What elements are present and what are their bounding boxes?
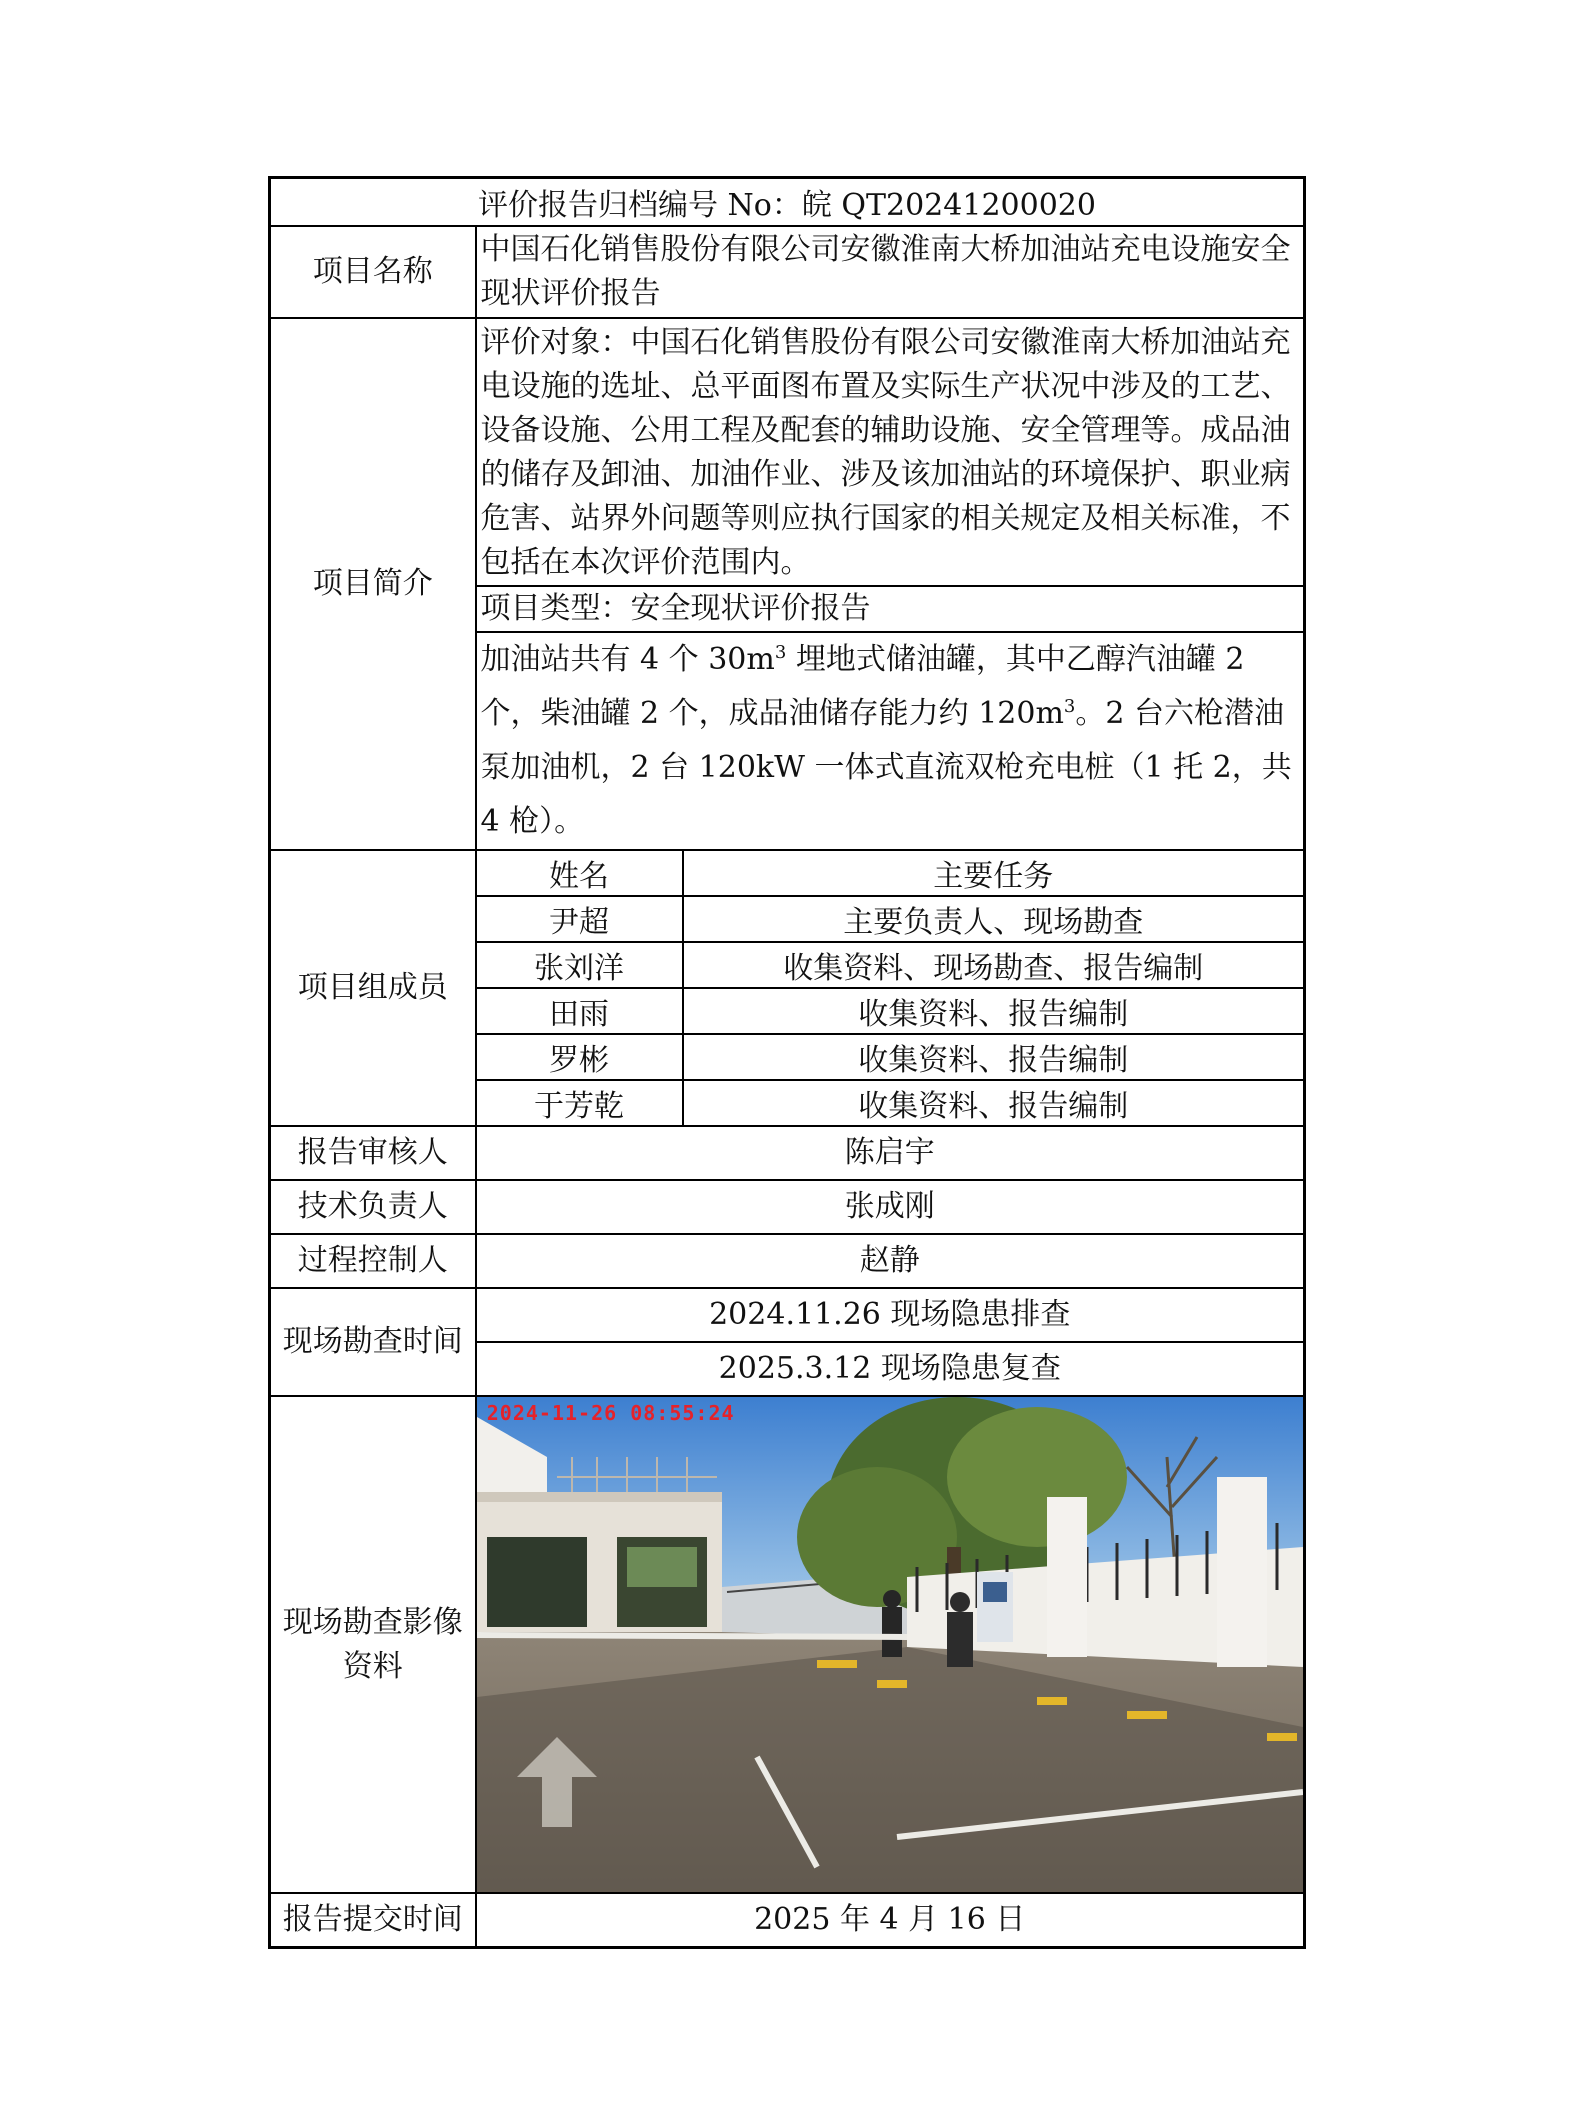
report-archive-form — [268, 176, 1306, 1949]
archive-number: 评价报告归档编号 No：皖 QT20241200020 — [270, 178, 1305, 227]
project-name-value: 中国石化销售股份有限公司安徽淮南大桥加油站充电设施安全现状评价报告 — [476, 226, 1305, 318]
reviewer-label: 报告审核人 — [270, 1126, 476, 1180]
member-task: 收集资料、报告编制 — [683, 988, 1304, 1034]
member-row — [477, 942, 1304, 988]
survey-photo-label — [270, 1396, 476, 1893]
member-row — [477, 896, 1304, 942]
desc-text-2: 埋地式储油罐，其中乙醇汽油罐 2 个，柴油罐 2 个，成品油储存能力约 120m — [480, 642, 1245, 731]
desc-superscript-2: 3 — [1063, 696, 1076, 717]
member-name: 尹超 — [477, 896, 683, 942]
reviewer-value: 陈启宇 — [476, 1126, 1305, 1180]
members-header-row — [477, 851, 1304, 896]
member-task: 收集资料、报告编制 — [683, 1034, 1304, 1080]
process-controller-label: 过程控制人 — [270, 1234, 476, 1288]
member-row — [477, 988, 1304, 1034]
desc-text-3: 。2 台六枪潜油泵加油机，2 台 120kW 一体式直流双枪充电桩（1 托 2，共 4 枪）。 — [480, 696, 1292, 839]
evaluation-scope: 评价对象：中国石化销售股份有限公司安徽淮南大桥加油站充电设施的选址、总平面图布置及实际生产状况中涉及的工艺、设备设施、公用工程及配套的辅助设施、安全管理等。成品油的储存及卸油、加油作业、涉及该加油站的环境保护、职业病危害、站界外问题等则应执行国家的相关规定及相关标准，不包括在本次评价范围内。 — [476, 318, 1305, 586]
member-task: 主要负责人、现场勘查 — [683, 896, 1304, 942]
tech-lead-value: 张成刚 — [476, 1180, 1305, 1234]
survey-time-label: 现场勘查时间 — [270, 1288, 476, 1396]
project-type: 项目类型：安全现状评价报告 — [476, 586, 1305, 632]
project-name-label: 项目名称 — [270, 226, 476, 318]
tech-lead-label: 技术负责人 — [270, 1180, 476, 1234]
submit-time-label: 报告提交时间 — [270, 1893, 476, 1948]
members-cell — [476, 850, 1305, 1126]
member-name: 于芳乾 — [477, 1080, 683, 1125]
member-name: 张刘洋 — [477, 942, 683, 988]
desc-text-1: 加油站共有 4 个 30m — [480, 642, 775, 677]
member-name: 罗彬 — [477, 1034, 683, 1080]
station-description — [476, 632, 1305, 850]
member-task: 收集资料、现场勘查、报告编制 — [683, 942, 1304, 988]
member-name: 田雨 — [477, 988, 683, 1034]
site-photo — [477, 1397, 1303, 1892]
survey-time-first: 2024.11.26 现场隐患排查 — [476, 1288, 1305, 1342]
survey-time-second: 2025.3.12 现场隐患复查 — [476, 1342, 1305, 1396]
survey-photo-label-line1: 现场勘查影像 — [282, 1604, 463, 1640]
process-controller-value: 赵静 — [476, 1234, 1305, 1288]
photo-timestamp: 2024-11-26 08:55:24 — [486, 1401, 735, 1425]
member-row — [477, 1080, 1304, 1125]
column-name-header: 姓名 — [477, 851, 683, 896]
desc-superscript-1: 3 — [774, 642, 787, 663]
members-table — [477, 851, 1304, 1125]
site-photo-image — [477, 1397, 1303, 1892]
members-label: 项目组成员 — [270, 850, 476, 1126]
column-task-header: 主要任务 — [683, 851, 1304, 896]
archive-table — [268, 176, 1306, 1949]
submit-time-value: 2025 年 4 月 16 日 — [476, 1893, 1305, 1948]
project-intro-label: 项目简介 — [270, 318, 476, 850]
survey-photo-label-line2: 资料 — [342, 1648, 403, 1684]
member-row — [477, 1034, 1304, 1080]
member-task: 收集资料、报告编制 — [858, 1089, 1129, 1124]
survey-photo-cell — [476, 1396, 1305, 1893]
